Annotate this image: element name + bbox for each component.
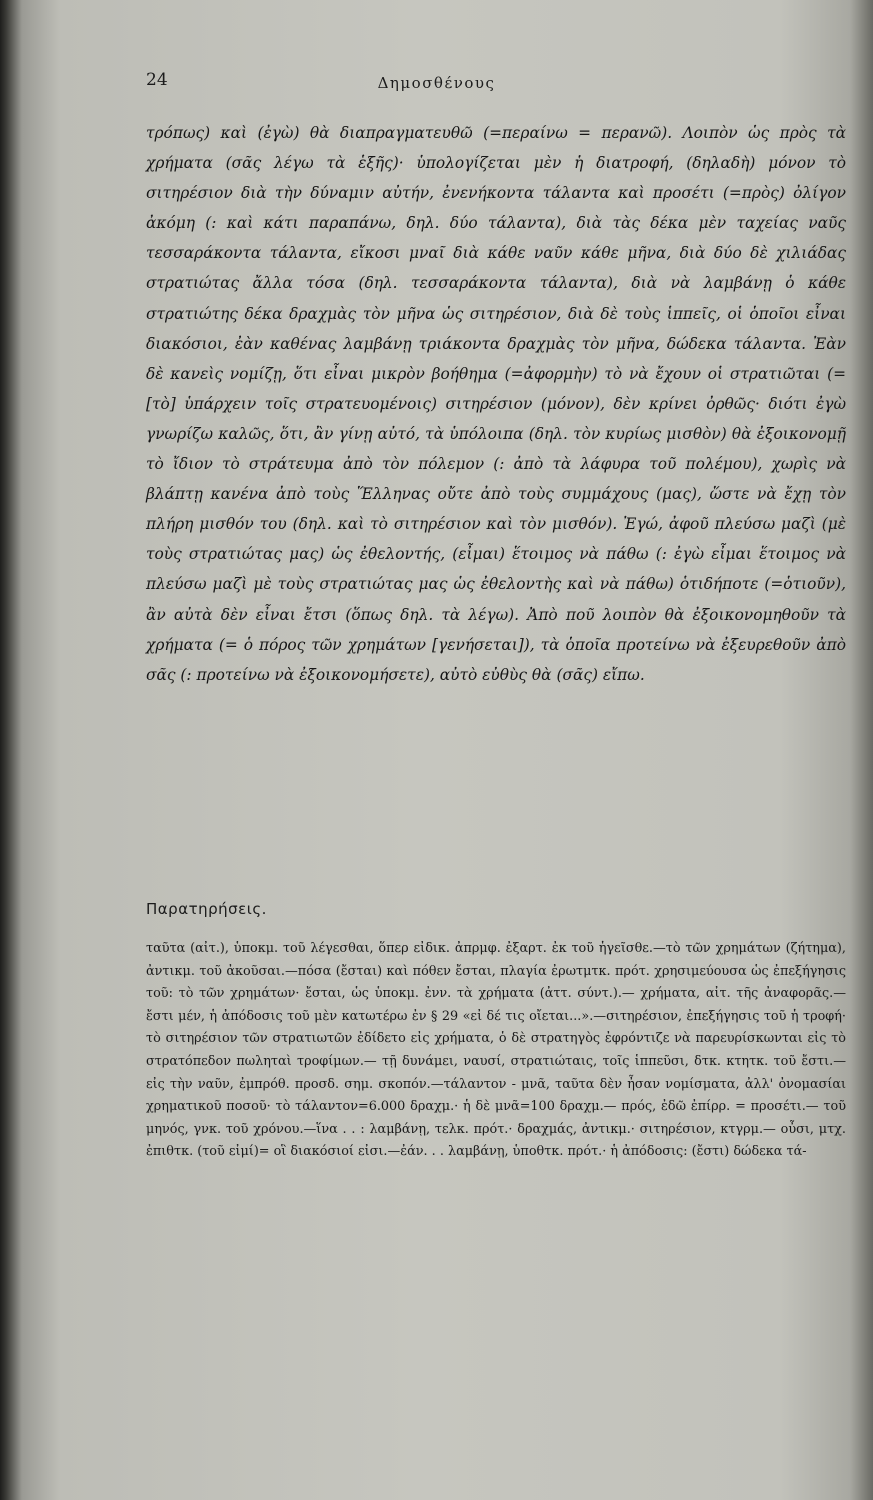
translation-text [146, 118, 846, 690]
notes-paragraph: ταῦτα (αἰτ.), ὑποκμ. τοῦ λέγεσθαι, ὅπερ εἰδικ. ἀπρμφ. ἐξαρτ. ἐκ τοῦ ἡγεῖσθε.—τὸ τῶν χρημάτων (ζήτημα), ἀντικμ. τοῦ ἀκοῦσαι.—πόσα (ἔσται) καὶ πόθεν ἔσται, πλαγία ἐρωτμτκ. πρότ. χρησιμεύουσα ὡς ἐπεξήγησις τοῦ: τὸ τῶν χρημάτων· ἔσται, ὡς ὑποκμ. ἐνν. τὰ χρήματα (ἀττ. σύντ.).— χρήματα, αἰτ. τῆς ἀναφορᾶς.—ἔστι μέν, ἡ ἀπόδοσις τοῦ μὲν κατωτέρω ἐν § 29 «εἰ δέ τις οἴεται...».—σιτηρέσιον, ἐπεξήγησις τοῦ ἡ τροφή· τὸ σιτηρέσιον τῶν στρατιωτῶν ἐδίδετο εἰς χρήματα, ὁ δὲ στρατηγὸς ἐφρόντιζε νὰ παρευρίσκωνται εἰς τὸ στρατόπεδον πωληταὶ τροφίμων.— τῇ δυνάμει, ναυσί, στρατιώταις, τοῖς ἱππεῦσι, δτκ. κτητκ. τοῦ ἔστι.—εἰς τὴν ναῦν, ἐμπρόθ. προσδ. σημ. σκοπόν.—τάλαντον - μνᾶ, ταῦτα δὲν ἦσαν νομίσματα, ἀλλ' ὀνομασίαι χρηματικοῦ ποσοῦ· τὸ τάλαντον=6.000 δραχμ.· ἡ δὲ μνᾶ=100 δραχμ.— πρός, ἐδῶ ἐπίρρ. = προσέτι.— τοῦ μηνός, γνκ. τοῦ χρόνου.—ἵνα . . : λαμβάνῃ, τελκ. πρότ.· δραχμάς, ἀντικμ.· σιτηρέσιον, κτγρμ.— οὖσι, μτχ. ἐπιθτκ. (τοῦ εἰμί)= οἳ διακόσιοί εἰσι.—ἐάν. . . λαμβάνῃ, ὑποθτκ. πρότ.· ἡ ἀπόδοσις: (ἔστι) δώδεκα τά- [146, 941, 846, 1160]
page-header [0, 66, 873, 96]
notes-heading: Παρατηρήσεις. [146, 900, 267, 918]
translation-paragraph: τρόπως) καὶ (ἐγὼ) θὰ διαπραγματευθῶ (=περαίνω = περανῶ). Λοιπὸν ὡς πρὸς τὰ χρήματα (σᾶς λέγω τὰ ἑξῆς)· ὑπολογίζεται μὲν ἡ διατροφή, (δηλαδὴ) μόνον τὸ σιτηρέσιον διὰ τὴν δύναμιν αὐτήν, ἐνενήκοντα τάλαντα καὶ προσέτι (=πρὸς) ὀλίγον ἀκόμη (: καὶ κάτι παραπάνω, δηλ. δύο τάλαντα), διὰ τὰς δέκα μὲν ταχείας ναῦς τεσσαράκοντα τάλαντα, εἴκοσι μναῖ διὰ κάθε ναῦν κάθε μῆνα, διὰ δύο δὲ χιλιάδας στρατιώτας ἄλλα τόσα (δηλ. τεσσαράκοντα τάλαντα), διὰ νὰ λαμβάνῃ ὁ κάθε στρατιώτης δέκα δραχμὰς τὸν μῆνα ὡς σιτηρέσιον, διὰ δὲ τοὺς ἱππεῖς, οἱ ὁποῖοι εἶναι διακόσιοι, ἐὰν καθένας λαμβάνῃ τριάκοντα δραχμὰς τὸν μῆνα, δώδεκα τάλαντα. Ἐὰν δὲ κανεὶς νομίζῃ, ὅτι εἶναι μικρὸν βοήθημα (=ἀφορμὴν) τὸ νὰ ἔχουν οἱ στρατιῶται (=[τὸ] ὑπάρχειν τοῖς στρατευομένοις) σιτηρέσιον (μόνον), δὲν κρίνει ὀρθῶς· διότι ἐγὼ γνωρίζω καλῶς, ὅτι, ἂν γίνῃ αὐτό, τὰ ὑπόλοιπα (δηλ. τὸν κυρίως μισθὸν) θὰ ἐξοικονομῇ τὸ ἴδιον τὸ στράτευμα ἀπὸ τὸν πόλεμον (: ἀπὸ τὰ λάφυρα τοῦ πολέμου), χωρὶς νὰ βλάπτῃ κανένα ἀπὸ τοὺς Ἕλληνας οὔτε ἀπὸ τοὺς συμμάχους (μας), ὥστε νὰ ἔχῃ τὸν πλήρη μισθόν του (δηλ. καὶ τὸ σιτηρέσιον καὶ τὸν μισθόν). Ἐγώ, ἀφοῦ πλεύσω μαζὶ (μὲ τοὺς στρατιώτας μας) ὡς ἐθελοντής, (εἶμαι) ἕτοιμος νὰ πάθω (: ἐγὼ εἶμαι ἕτοιμος νὰ πλεύσω μαζὶ μὲ τοὺς στρατιώτας μας ὡς ἐθελοντὴς καὶ νὰ πάθω) ὁτιδήποτε (=ὁτιοῦν), ἂν αὐτὰ δὲν εἶναι ἔτσι (ὅπως δηλ. τὰ λέγω). Ἀπὸ ποῦ λοιπὸν θὰ ἐξοικονομηθοῦν τὰ χρήματα (= ὁ πόρος τῶν χρημάτων [γενήσεται]), τὰ ὁποῖα προτείνω νὰ ἐξευρεθοῦν ἀπὸ σᾶς (: προτείνω νὰ ἐξοικονομήσετε), αὐτὸ εὐθὺς θὰ (σᾶς) εἴπω. [146, 124, 846, 684]
page-number: 24 [146, 70, 168, 90]
running-title: Δημοσθένους [377, 74, 496, 92]
notes-text [146, 938, 846, 1164]
